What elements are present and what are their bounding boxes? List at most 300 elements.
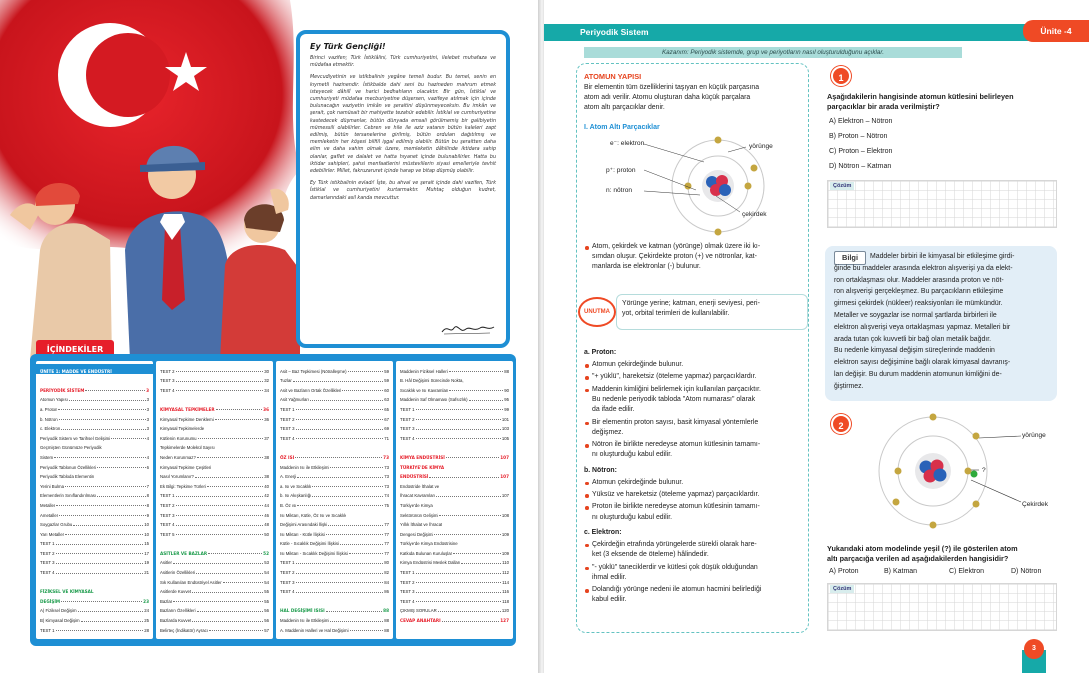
toc-entry-title: TEST 2: [280, 570, 295, 576]
toc-entry-page: 10: [144, 522, 149, 528]
toc-dot-leader: [65, 534, 143, 535]
toc-entry-page: 57: [264, 627, 269, 633]
toc-dot-leader: [296, 563, 384, 564]
objective-banner: Kazanım: Periyodik sistemde, grup ve periyotların nasıl oluşturulduğunu açıklar.: [584, 47, 962, 58]
toc-entry-page: 4: [146, 435, 149, 441]
info-text-line: ron alışverişi gerçekleşmez. Bu parçacıkların etkileşime: [834, 288, 1004, 296]
toc-entry[interactable]: [36, 364, 153, 374]
toc-dot-leader: [65, 486, 146, 487]
toc-entry[interactable]: [400, 546, 509, 556]
toc-entry-page: 34: [264, 387, 269, 393]
toc-entry[interactable]: [40, 393, 149, 403]
answer-option[interactable]: B) Katman: [884, 568, 918, 575]
toc-entry-title: TEST 3: [160, 378, 175, 384]
toc-entry[interactable]: [160, 364, 269, 374]
toc-entry-title: TEST 4: [400, 435, 415, 441]
toc-entry[interactable]: [400, 431, 509, 441]
toc-dot-leader: [59, 419, 146, 420]
info-text-line: Metaller ve soygazlar ise normal şartlarda birbirleri ile: [834, 312, 997, 319]
toc-entry-title: Kimyasal Tepkimelerde: [160, 426, 205, 432]
info-text-line: elektron sayısı değişimine bağlı olarak kimyasal davranış-: [834, 359, 1011, 367]
toc-entry[interactable]: [160, 537, 269, 547]
info-text-line: girmesi çekirdek (nükleer) reaksiyonları ile mümkündür.: [834, 300, 1003, 308]
toc-entry[interactable]: [400, 537, 509, 547]
toc-entry-page: 17: [144, 550, 149, 556]
info-text-line: elektron alışverişi veya ortaklaşması yapmaz. Metalleri bir: [834, 323, 1011, 331]
toc-entry-page: 37: [264, 435, 269, 441]
toc-entry[interactable]: [280, 537, 389, 547]
toc-entry[interactable]: [160, 556, 269, 566]
toc-dot-leader: [293, 381, 383, 382]
toc-entry[interactable]: [400, 441, 509, 451]
atom-note-line: Atom, çekirdek ve katman (yörünge) olmak üzere iki kı-: [584, 242, 760, 252]
answer-option[interactable]: A) Proton: [829, 568, 859, 575]
answer-option[interactable]: C) Elektron: [949, 568, 985, 575]
toc-entry[interactable]: [160, 460, 269, 470]
toc-entry-title: Isı Miktarı, Kütle, Öz Isı ve Sıcaklık: [280, 512, 347, 518]
toc-entry-page: 40: [264, 483, 269, 489]
toc-entry[interactable]: [40, 604, 149, 614]
toc-entry-page: 38: [264, 454, 269, 460]
proton-bullet-line: Bir elementin proton sayısı, basit kimyasal yöntemlerle: [584, 418, 758, 428]
toc-dot-leader: [434, 534, 500, 535]
toc-dot-leader: [297, 505, 383, 506]
toc-entry[interactable]: [280, 565, 389, 575]
oath-paragraph: Mevcudiyetinin ve istikbalinin yegâne temeli budur. Bu temel, senin en kıymetli hazinendir. İstikbalde dahi seni bu hazineden mahrum etmek isteyecek dâhilî ve harici bedhahların olacaktır. Bir gün, İstiklal ve cumhuriyeti müdafaa mecburiyetine düşersen, vazifeye atılmak için içinde bulunacağın vaziyetin imkân ve şeraitini düşünmeyeceksin. Bu imkân ve şerait, çok namüsait bir mahiyette tezahür edebilir. İstiklal ve cumhuriyetine kastedecek düşmanlar, bütün dünyada emsali görülmemiş bir galibiyetin mümessili olabilirler. Cebren ve hile ile aziz vatanın bütün kaleleri zapt edilmiş, bütün tersanelerine girilmiş, bütün orduları dağıtılmış ve memleketin her köşesi bilfiil işgal edilmiş olabilir. Bütün bu şeraitten daha elim ve daha vahim olmak üzere, memleketin dâhilinde iktidara sahip olanlar, gaflet ve dalalet ve hatta hıyanet içinde bulunabilirler. Hatta bu iktidar sahipleri, şahsi menfaatlerini müstevlilerin siyasi emelleriyle tevhit edebilirler. Millet, fakruzaruret içinde harap ve bitap düşmüş olabilir.: [310, 75, 496, 175]
toc-entry[interactable]: [40, 441, 149, 451]
toc-entry[interactable]: [280, 450, 389, 460]
neutron-bullet-line: Proton ile birlikte neredeyse atomun kütlesinin tamamı-: [584, 502, 760, 512]
electron-bullet-line: ket (3 eksende de öteleme) hâlindedir.: [592, 551, 709, 559]
toc-dot-leader: [469, 400, 504, 401]
toc-entry-title: Kütle - Sıcaklık Değişimi İlişkisi: [280, 541, 339, 547]
toc-entry[interactable]: [40, 450, 149, 460]
toc-entry[interactable]: [40, 422, 149, 432]
toc-entry[interactable]: [280, 575, 389, 585]
toc-entry[interactable]: [160, 546, 269, 556]
toc-entry[interactable]: [160, 565, 269, 575]
toc-entry-page: 88: [384, 618, 389, 624]
proton-bullet-line: "+ yüklü", hareketsiz (öteleme yapmaz) parçacıklardır.: [584, 372, 756, 382]
toc-entry[interactable]: [160, 383, 269, 393]
toc-entry-page: 88: [504, 368, 509, 374]
toc-dot-leader: [296, 438, 384, 439]
toc-entry[interactable]: [40, 594, 149, 604]
toc-entry-page: 56: [264, 618, 269, 624]
toc-entry[interactable]: [40, 518, 149, 528]
toc-dot-leader: [453, 553, 501, 554]
info-text-line: arada tutan çok kuvvetli bir bağ olan metalik bağdır.: [834, 335, 992, 343]
toc-entry-page: 107: [501, 493, 509, 499]
toc-entry[interactable]: [400, 470, 509, 480]
toc-entry-title: Asit ve Bazların Ortak Özellikleri: [280, 387, 342, 393]
toc-entry[interactable]: [280, 431, 389, 441]
question-1-text: parçacıklar bir arada verilmiştir?: [827, 102, 940, 111]
toc-entry[interactable]: [40, 585, 149, 595]
toc-title: İÇİNDEKİLER: [36, 340, 114, 360]
toc-entry[interactable]: [160, 527, 269, 537]
toc-entry-title: TEST 1: [280, 406, 295, 412]
toc-entry-title: Belirteç (İndikatör) Ayracı: [160, 627, 208, 633]
toc-entry[interactable]: [400, 585, 509, 595]
toc-entry[interactable]: [40, 546, 149, 556]
toc-entry-page: 73: [384, 474, 389, 480]
toc-dot-leader: [350, 630, 384, 631]
neutron-heading: b. Nötron:: [584, 466, 617, 474]
toc-entry[interactable]: [280, 441, 389, 451]
toc-entry[interactable]: [160, 508, 269, 518]
toc-entry[interactable]: [280, 546, 389, 556]
toc-entry[interactable]: [160, 431, 269, 441]
solution-grid[interactable]: [827, 583, 1057, 631]
toc-entry-page: 71: [384, 435, 389, 441]
toc-entry-title: TEST 3: [400, 426, 415, 432]
toc-entry[interactable]: [400, 479, 509, 489]
answer-option[interactable]: B) Proton – Nötron: [829, 133, 888, 140]
toc-entry[interactable]: [40, 460, 149, 470]
toc-dot-leader: [192, 592, 263, 593]
toc-entry[interactable]: [40, 431, 149, 441]
info-text-line: ğinde bu maddeler arasında elektron alışverişi ya da elekt-: [834, 264, 1013, 272]
toc-entry-page: 52: [263, 550, 269, 556]
toc-entry-title: TÜRKİYE'DE KİMYA: [400, 464, 445, 470]
toc-dot-leader: [56, 630, 144, 631]
toc-entry[interactable]: [40, 412, 149, 422]
toc-dot-leader: [85, 390, 145, 391]
toc-entry[interactable]: [160, 402, 269, 412]
toc-dot-leader: [56, 505, 145, 506]
toc-entry[interactable]: [400, 518, 509, 528]
solution-grid[interactable]: [827, 180, 1057, 228]
toc-entry[interactable]: [400, 508, 509, 518]
toc-dot-leader: [416, 438, 501, 439]
toc-entry[interactable]: [40, 575, 149, 585]
toc-entry[interactable]: [280, 518, 389, 528]
toc-entry-page: 118: [502, 598, 509, 604]
toc-entry-title: HAL DEĞİŞİMİ ISISI: [280, 608, 325, 614]
toc-entry-page: 19: [144, 560, 149, 566]
toc-entry-title: TEST 1: [160, 493, 175, 499]
toc-entry-title: Periyodik Tablonun Özellikleri: [40, 464, 97, 470]
oath-paragraph: Birinci vazifen; Türk İstiklâlini, Türk cumhuriyetini, ilelebet muhafaza ve müdafaa etmektir.: [310, 56, 496, 69]
remember-text-line: yot, orbital terimleri de kullanılabilir.: [622, 310, 730, 317]
toc-entry-page: 69: [384, 426, 389, 432]
toc-dot-leader: [78, 611, 144, 612]
answer-option[interactable]: C) Proton – Elektron: [829, 148, 893, 155]
electron-label: e⁻: elektron: [610, 140, 645, 147]
toc-entry[interactable]: [400, 412, 509, 422]
toc-entry[interactable]: [400, 556, 509, 566]
toc-dot-leader: [111, 438, 145, 439]
toc-entry-title: Sık Kullanılan Endüstriyel Asitler: [160, 579, 222, 585]
toc-entry-page: 55: [264, 589, 269, 595]
toc-entry[interactable]: [400, 374, 509, 384]
toc-dot-leader: [81, 621, 144, 622]
toc-entry[interactable]: [280, 556, 389, 566]
toc-entry[interactable]: [280, 364, 389, 374]
toc-entry-title: Yarı Metaller: [40, 531, 65, 537]
toc-entry-page: 44: [264, 502, 269, 508]
toc-entry-title: İhracat Kavramları: [400, 493, 436, 499]
toc-entry[interactable]: [160, 470, 269, 480]
toc-entry[interactable]: [160, 604, 269, 614]
toc-entry-page: 54: [264, 579, 269, 585]
toc-dot-leader: [296, 409, 384, 410]
toc-entry[interactable]: [40, 402, 149, 412]
toc-entry[interactable]: [280, 470, 389, 480]
toc-dot-leader: [442, 621, 500, 622]
toc-dot-leader: [416, 582, 502, 583]
toc-dot-leader: [176, 381, 264, 382]
oath-title: Ey Türk Gençliği!: [310, 42, 386, 51]
toc-entry[interactable]: [40, 479, 149, 489]
toc-entry-title: CEVAP ANAHTARI: [400, 618, 441, 624]
toc-entry-page: 55: [264, 598, 269, 604]
toc-entry[interactable]: [280, 479, 389, 489]
toc-entry-page: 116: [502, 589, 509, 595]
toc-dot-leader: [173, 601, 263, 602]
toc-entry[interactable]: [280, 623, 389, 633]
subatomic-subtitle: I. Atom Altı Parçacıklar: [584, 124, 660, 131]
toc-entry-title: TEST 3: [160, 512, 175, 518]
toc-entry[interactable]: [280, 604, 389, 614]
toc-entry-page: 105: [501, 435, 509, 441]
toc-entry[interactable]: [280, 460, 389, 470]
toc-entry[interactable]: [160, 518, 269, 528]
toc-entry[interactable]: [160, 374, 269, 384]
toc-entry[interactable]: [160, 441, 269, 451]
toc-entry-page: 3: [146, 416, 149, 422]
toc-entry-page: 88: [384, 627, 389, 633]
toc-entry[interactable]: [160, 489, 269, 499]
toc-entry-title: Asitlerin Özellikleri: [160, 570, 196, 576]
toc-entry[interactable]: [40, 498, 149, 508]
toc-dot-leader: [312, 486, 383, 487]
toc-entry[interactable]: [400, 450, 509, 460]
signature-graphic: [440, 322, 496, 336]
toc-entry[interactable]: [160, 585, 269, 595]
toc-dot-leader: [312, 496, 383, 497]
toc-entry-title: TEST 3: [40, 560, 55, 566]
toc-dot-leader: [330, 467, 383, 468]
toc-entry-page: 48: [264, 522, 269, 528]
toc-entry-title: A) Fiziksel Değişim: [40, 608, 77, 614]
toc-entry-page: 86: [384, 589, 389, 595]
toc-entry[interactable]: [400, 393, 509, 403]
toc-dot-leader: [176, 525, 264, 526]
toc-entry[interactable]: [280, 585, 389, 595]
toc-entry-title: Maddenin Saf Olmaması (Safsızlık): [400, 397, 468, 403]
toc-entry[interactable]: [400, 613, 509, 623]
toc-dot-leader: [215, 419, 264, 420]
toc-entry[interactable]: [280, 402, 389, 412]
toc-dot-leader: [296, 592, 384, 593]
proton-bullet-line: Atomun çekirdeğinde bulunur.: [584, 360, 683, 370]
toc-entry[interactable]: [40, 508, 149, 518]
label-leader-lines: [644, 140, 754, 220]
toc-entry[interactable]: [400, 498, 509, 508]
oath-paragraph: Ey Türk istikbalinin evladı! İşte, bu ahval ve şerait içinde dahi vazifen, Türk İstiklal ve cumhuriyetini kurtarmaktır. Muhtaç olduğun kudret, damarlarındaki asil kanda mevcuttur.: [310, 181, 496, 201]
toc-entry-title: Bazlar: [160, 598, 173, 604]
toc-entry[interactable]: [160, 393, 269, 403]
toc-entry-title: Isı Miktarı - Sıcaklık Değişimi İlişkisi: [280, 550, 348, 556]
toc-entry-title: TEST 3: [400, 589, 415, 595]
toc-entry-title: A. Enerji: [280, 474, 297, 480]
toc-entry-title: TEST 2: [280, 416, 295, 422]
toc-entry-page: 88: [383, 608, 389, 614]
toc-dot-leader: [58, 409, 145, 410]
toc-entry[interactable]: [40, 489, 149, 499]
toc-entry-page: 101: [501, 416, 509, 422]
toc-dot-leader: [56, 563, 144, 564]
toc-entry[interactable]: [40, 623, 149, 633]
toc-dot-leader: [97, 496, 145, 497]
toc-entry[interactable]: [280, 613, 389, 623]
toc-dot-leader: [56, 553, 144, 554]
toc-entry[interactable]: [160, 479, 269, 489]
toc-dot-leader: [429, 477, 499, 478]
toc-dot-leader: [342, 390, 383, 391]
toc-entry-page: 36: [264, 416, 269, 422]
toc-dot-leader: [207, 486, 263, 487]
q2-arrows: [969, 430, 1029, 510]
toc-entry[interactable]: [40, 537, 149, 547]
toc-entry-title: TEST 5: [160, 531, 175, 537]
toc-entry[interactable]: [40, 527, 149, 537]
toc-entry-title: Türkiye'de Kimya: [400, 502, 433, 508]
toc-entry[interactable]: [400, 383, 509, 393]
toc-entry[interactable]: [40, 556, 149, 566]
toc-entry-title: Atomun Yapısı: [40, 397, 68, 403]
toc-entry-page: 99: [504, 406, 509, 412]
toc-entry[interactable]: [400, 489, 509, 499]
proton-bullet-line: Maddenin kimliğini belirlemek için kullanılan parçacıktır.: [584, 385, 761, 395]
toc-entry[interactable]: [160, 498, 269, 508]
toc-entry-title: TEST 2: [400, 416, 415, 422]
toc-entry[interactable]: [280, 383, 389, 393]
toc-entry[interactable]: [400, 422, 509, 432]
toc-entry[interactable]: [40, 383, 149, 393]
toc-dot-leader: [416, 429, 501, 430]
toc-entry[interactable]: [280, 489, 389, 499]
toc-entry[interactable]: [400, 460, 509, 470]
toc-entry-page: 65: [384, 406, 389, 412]
toc-entry[interactable]: [160, 613, 269, 623]
toc-entry[interactable]: [400, 527, 509, 537]
toc-dot-leader: [73, 525, 143, 526]
toc-entry[interactable]: [280, 393, 389, 403]
toc-entry[interactable]: [160, 450, 269, 460]
info-text-line: ron ortaklaşması olur. Maddeler arasında proton ve nöt-: [834, 276, 1004, 284]
toc-entry[interactable]: [40, 470, 149, 480]
toc-entry-title: PERİYODİK SİSTEM: [40, 387, 85, 393]
toc-entry-title: TEST 1: [400, 406, 415, 412]
toc-entry[interactable]: [400, 604, 509, 614]
toc-entry[interactable]: [40, 613, 149, 623]
toc-entry[interactable]: [400, 402, 509, 412]
toc-entry[interactable]: [280, 508, 389, 518]
electron-bullet-line: Çekirdeğin etrafında yörüngelerde sürekli olarak hare-: [584, 540, 757, 550]
q2-orbit-label: yörünge: [1022, 432, 1046, 439]
toc-entry[interactable]: [280, 412, 389, 422]
atom-note-line: sımdan oluşur. Çekirdekte proton (+) ve nötronlar, kat-: [592, 253, 757, 260]
toc-entry-title: Asitlerde Kuvvet: [160, 589, 192, 595]
toc-dot-leader: [173, 563, 263, 564]
toc-entry[interactable]: [280, 374, 389, 384]
electron-bullet-line: ihmal edilir.: [592, 573, 627, 581]
toc-entry[interactable]: [280, 594, 389, 604]
toc-entry[interactable]: [280, 422, 389, 432]
toc-entry-page: 84: [384, 579, 389, 585]
toc-entry[interactable]: [280, 498, 389, 508]
toc-dot-leader: [176, 390, 264, 391]
question-2-text: altı parçacığa verilen ad aşağıdakilerden hangisidir?: [827, 554, 1009, 563]
proton-bullet-line: değişmez.: [592, 428, 624, 436]
toc-entry[interactable]: [280, 527, 389, 537]
toc-entry-page: 10: [144, 531, 149, 537]
toc-entry-page: 74: [384, 493, 389, 499]
toc-entry[interactable]: [160, 575, 269, 585]
toc-entry[interactable]: [400, 594, 509, 604]
toc-entry[interactable]: [40, 374, 149, 384]
toc-entry-page: 46: [264, 512, 269, 518]
toc-dot-leader: [438, 611, 501, 612]
toc-entry-title: TEST 1: [280, 560, 295, 566]
toc-entry[interactable]: [160, 422, 269, 432]
proton-heading: a. Proton:: [584, 349, 617, 356]
toc-entry-page: 53: [264, 560, 269, 566]
neutron-bullet-line: nı oluşturduğu kabul edilir.: [592, 513, 673, 521]
nucleus-label: çekirdek: [742, 211, 767, 218]
answer-option[interactable]: A) Elektron – Nötron: [829, 118, 893, 125]
toc-entry-page: 36: [263, 406, 269, 412]
toc-entry[interactable]: [400, 565, 509, 575]
toc-entry-page: 63: [384, 397, 389, 403]
toc-entry[interactable]: [160, 594, 269, 604]
toc-entry-page: 21: [144, 570, 149, 576]
toc-entry-title: ASİTLER VE BAZLAR: [160, 550, 208, 556]
flag-illustration: [0, 0, 305, 360]
toc-entry[interactable]: [400, 364, 509, 374]
toc-entry-title: KİMYA ENDÜSTRİSİ: [400, 454, 445, 460]
proton-bullet-line: nı oluşturduğu kabul edilir.: [592, 451, 673, 459]
toc-entry-page: 59: [384, 378, 389, 384]
toc-entry-page: 80: [384, 560, 389, 566]
remember-tag: UNUTMA: [578, 297, 616, 327]
toc-entry-page: 90: [504, 387, 509, 393]
toc-entry-page: 32: [264, 378, 269, 384]
toc-entry-page: 110: [502, 560, 509, 566]
answer-option[interactable]: D) Nötron – Katman: [829, 163, 892, 170]
toc-entry[interactable]: [40, 565, 149, 575]
toc-entry-title: Neden Korunmaz?: [160, 454, 196, 460]
toc-entry-page: 7: [146, 483, 149, 489]
toc-dot-leader: [416, 419, 501, 420]
toc-entry[interactable]: [160, 623, 269, 633]
remember-text-line: Yörünge yerine; katman, enerji seviyesi, peri-: [622, 300, 760, 307]
toc-entry[interactable]: [160, 412, 269, 422]
toc-dot-leader: [176, 515, 264, 516]
toc-entry-title: TEST 4: [160, 387, 175, 393]
toc-entry[interactable]: [400, 575, 509, 585]
toc-entry-title: TEST 4: [400, 598, 415, 604]
toc-entry-title: ENDÜSTRİSİ: [400, 474, 429, 480]
toc-dot-leader: [416, 573, 502, 574]
toc-entry-title: a. Proton: [40, 406, 58, 412]
answer-option[interactable]: D) Nötron: [1011, 568, 1042, 575]
page-number: 3: [1024, 639, 1044, 659]
toc-dot-leader: [209, 630, 263, 631]
